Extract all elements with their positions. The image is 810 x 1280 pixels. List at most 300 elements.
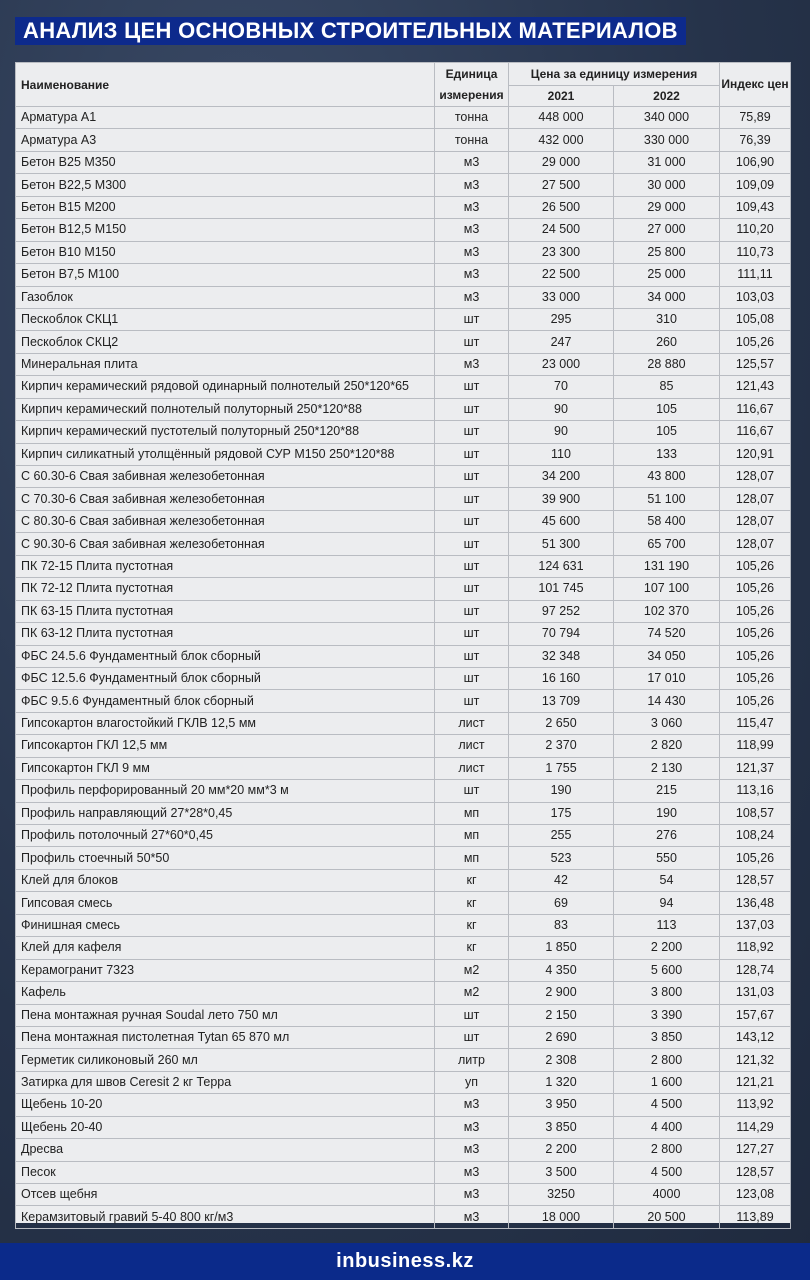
table-row (16, 735, 791, 757)
cell-price-2021: 255 (509, 825, 614, 847)
cell-name: Отсев щебня (16, 1184, 435, 1206)
table-row (16, 129, 791, 151)
cell-price-2021: 51 300 (509, 533, 614, 555)
table-row (16, 398, 791, 420)
cell-unit: шт (435, 667, 509, 689)
table-row (16, 174, 791, 196)
cell-unit: шт (435, 780, 509, 802)
cell-price-2022: 34 050 (614, 645, 720, 667)
cell-price-2022: 4 500 (614, 1161, 720, 1183)
cell-index: 121,37 (720, 757, 791, 779)
cell-price-2022: 43 800 (614, 466, 720, 488)
cell-name: С 60.30-6 Свая забивная железобетонная (16, 466, 435, 488)
header-index: Индекс цен (720, 63, 791, 107)
cell-name: Керамзитовый гравий 5-40 800 кг/м3 (16, 1206, 435, 1228)
cell-price-2022: 85 (614, 376, 720, 398)
cell-index: 143,12 (720, 1026, 791, 1048)
cell-index: 137,03 (720, 914, 791, 936)
cell-name: Бетон B25 M350 (16, 151, 435, 173)
table-row (16, 1094, 791, 1116)
cell-name: Газоблок (16, 286, 435, 308)
cell-name: Пескоблок СКЦ2 (16, 331, 435, 353)
table-row (16, 825, 791, 847)
table-row (16, 1004, 791, 1026)
table-row (16, 107, 791, 129)
cell-name: С 70.30-6 Свая забивная железобетонная (16, 488, 435, 510)
price-table (15, 62, 791, 1229)
table-row (16, 488, 791, 510)
cell-unit: шт (435, 421, 509, 443)
cell-price-2022: 65 700 (614, 533, 720, 555)
header-price: Цена за единицу измерения (509, 63, 720, 86)
cell-price-2021: 2 200 (509, 1139, 614, 1161)
cell-price-2021: 45 600 (509, 510, 614, 532)
cell-index: 113,92 (720, 1094, 791, 1116)
cell-index: 116,67 (720, 421, 791, 443)
cell-unit: шт (435, 623, 509, 645)
cell-price-2022: 94 (614, 892, 720, 914)
table-row (16, 219, 791, 241)
cell-name: Бетон B15 M200 (16, 196, 435, 218)
header-name: Наименование (16, 63, 435, 107)
cell-index: 127,27 (720, 1139, 791, 1161)
cell-price-2022: 550 (614, 847, 720, 869)
cell-price-2021: 247 (509, 331, 614, 353)
cell-price-2022: 276 (614, 825, 720, 847)
cell-index: 105,26 (720, 847, 791, 869)
header-year-2021: 2021 (509, 86, 614, 107)
cell-price-2022: 2 130 (614, 757, 720, 779)
cell-unit: м3 (435, 241, 509, 263)
cell-unit: шт (435, 488, 509, 510)
cell-price-2022: 20 500 (614, 1206, 720, 1228)
table-row (16, 443, 791, 465)
table-row (16, 645, 791, 667)
cell-name: Кафель (16, 982, 435, 1004)
cell-price-2022: 133 (614, 443, 720, 465)
cell-name: Кирпич керамический пустотелый полуторный 250*120*88 (16, 421, 435, 443)
cell-price-2022: 105 (614, 421, 720, 443)
cell-unit: уп (435, 1071, 509, 1093)
table-row (16, 892, 791, 914)
cell-index: 136,48 (720, 892, 791, 914)
cell-name: Затирка для швов Ceresit 2 кг Терра (16, 1071, 435, 1093)
cell-price-2021: 448 000 (509, 107, 614, 129)
cell-name: Керамогранит 7323 (16, 959, 435, 981)
table-row (16, 869, 791, 891)
table-row (16, 1206, 791, 1228)
cell-price-2021: 3250 (509, 1184, 614, 1206)
table-row (16, 533, 791, 555)
cell-index: 105,26 (720, 645, 791, 667)
cell-name: ПК 72-12 Плита пустотная (16, 578, 435, 600)
cell-unit: лист (435, 735, 509, 757)
cell-unit: мп (435, 802, 509, 824)
cell-price-2021: 16 160 (509, 667, 614, 689)
cell-price-2021: 29 000 (509, 151, 614, 173)
footer-bar (0, 1243, 810, 1280)
cell-price-2021: 39 900 (509, 488, 614, 510)
cell-index: 116,67 (720, 398, 791, 420)
cell-price-2022: 190 (614, 802, 720, 824)
cell-price-2021: 27 500 (509, 174, 614, 196)
table-row (16, 757, 791, 779)
cell-unit: шт (435, 645, 509, 667)
cell-name: Гипсокартон влагостойкий ГКЛВ 12,5 мм (16, 712, 435, 734)
cell-name: Щебень 20-40 (16, 1116, 435, 1138)
cell-name: ФБС 12.5.6 Фундаментный блок сборный (16, 667, 435, 689)
cell-index: 114,29 (720, 1116, 791, 1138)
cell-unit: шт (435, 600, 509, 622)
cell-name: Клей для кафеля (16, 937, 435, 959)
cell-index: 128,07 (720, 510, 791, 532)
cell-price-2022: 215 (614, 780, 720, 802)
cell-price-2021: 34 200 (509, 466, 614, 488)
cell-price-2022: 105 (614, 398, 720, 420)
cell-price-2021: 90 (509, 421, 614, 443)
cell-price-2021: 3 950 (509, 1094, 614, 1116)
cell-price-2021: 2 150 (509, 1004, 614, 1026)
cell-price-2021: 70 (509, 376, 614, 398)
cell-price-2022: 25 000 (614, 264, 720, 286)
cell-name: Гипсокартон ГКЛ 9 мм (16, 757, 435, 779)
cell-price-2021: 97 252 (509, 600, 614, 622)
cell-price-2022: 4000 (614, 1184, 720, 1206)
cell-name: ФБС 24.5.6 Фундаментный блок сборный (16, 645, 435, 667)
cell-price-2022: 2 800 (614, 1139, 720, 1161)
cell-unit: лист (435, 757, 509, 779)
table-row (16, 959, 791, 981)
cell-name: Кирпич керамический полнотелый полуторный 250*120*88 (16, 398, 435, 420)
cell-price-2021: 83 (509, 914, 614, 936)
brand-logo[interactable]: inbusiness.kz (336, 1250, 474, 1272)
cell-name: Пена монтажная ручная Soudal лето 750 мл (16, 1004, 435, 1026)
cell-unit: кг (435, 869, 509, 891)
cell-unit: шт (435, 331, 509, 353)
table-row (16, 847, 791, 869)
table-row (16, 196, 791, 218)
cell-price-2021: 2 650 (509, 712, 614, 734)
cell-price-2022: 31 000 (614, 151, 720, 173)
cell-index: 128,07 (720, 533, 791, 555)
cell-name: Бетон B22,5 M300 (16, 174, 435, 196)
cell-price-2022: 3 850 (614, 1026, 720, 1048)
cell-price-2021: 13 709 (509, 690, 614, 712)
cell-index: 120,91 (720, 443, 791, 465)
cell-name: Гипсокартон ГКЛ 12,5 мм (16, 735, 435, 757)
cell-name: Бетон B7,5 M100 (16, 264, 435, 286)
cell-price-2022: 5 600 (614, 959, 720, 981)
cell-unit: м2 (435, 982, 509, 1004)
cell-name: Профиль стоечный 50*50 (16, 847, 435, 869)
cell-name: Гипсовая смесь (16, 892, 435, 914)
cell-price-2022: 1 600 (614, 1071, 720, 1093)
cell-name: Минеральная плита (16, 353, 435, 375)
table-row (16, 510, 791, 532)
table-row (16, 802, 791, 824)
cell-price-2022: 2 820 (614, 735, 720, 757)
cell-index: 128,74 (720, 959, 791, 981)
cell-price-2021: 2 690 (509, 1026, 614, 1048)
table-row (16, 1071, 791, 1093)
cell-price-2022: 58 400 (614, 510, 720, 532)
cell-unit: шт (435, 308, 509, 330)
cell-index: 110,73 (720, 241, 791, 263)
cell-name: Песок (16, 1161, 435, 1183)
cell-name: ПК 63-12 Плита пустотная (16, 623, 435, 645)
cell-unit: шт (435, 1026, 509, 1048)
table-row (16, 690, 791, 712)
table-row (16, 1026, 791, 1048)
cell-index: 121,32 (720, 1049, 791, 1071)
table-row (16, 286, 791, 308)
cell-unit: м3 (435, 286, 509, 308)
table-row (16, 1184, 791, 1206)
cell-name: Клей для блоков (16, 869, 435, 891)
cell-unit: тонна (435, 107, 509, 129)
cell-index: 105,26 (720, 555, 791, 577)
table-row (16, 914, 791, 936)
cell-price-2022: 2 800 (614, 1049, 720, 1071)
cell-price-2022: 51 100 (614, 488, 720, 510)
cell-name: Щебень 10-20 (16, 1094, 435, 1116)
cell-name: Герметик силиконовый 260 мл (16, 1049, 435, 1071)
cell-price-2021: 33 000 (509, 286, 614, 308)
cell-price-2021: 70 794 (509, 623, 614, 645)
table-row (16, 712, 791, 734)
cell-price-2021: 42 (509, 869, 614, 891)
table-row (16, 1049, 791, 1071)
cell-price-2022: 14 430 (614, 690, 720, 712)
cell-price-2022: 113 (614, 914, 720, 936)
cell-price-2021: 101 745 (509, 578, 614, 600)
cell-unit: м3 (435, 1139, 509, 1161)
cell-name: Арматура А3 (16, 129, 435, 151)
cell-price-2021: 1 320 (509, 1071, 614, 1093)
cell-index: 125,57 (720, 353, 791, 375)
cell-price-2021: 26 500 (509, 196, 614, 218)
cell-price-2021: 23 000 (509, 353, 614, 375)
table-row (16, 264, 791, 286)
cell-unit: м3 (435, 196, 509, 218)
cell-price-2021: 3 850 (509, 1116, 614, 1138)
cell-price-2021: 2 308 (509, 1049, 614, 1071)
cell-unit: м3 (435, 1094, 509, 1116)
cell-index: 105,26 (720, 667, 791, 689)
cell-index: 121,43 (720, 376, 791, 398)
cell-price-2022: 4 500 (614, 1094, 720, 1116)
cell-price-2022: 340 000 (614, 107, 720, 129)
cell-price-2022: 30 000 (614, 174, 720, 196)
cell-index: 105,26 (720, 690, 791, 712)
cell-index: 105,26 (720, 623, 791, 645)
price-table-sheet (15, 62, 790, 1223)
cell-name: Кирпич силикатный утолщённый рядовой СУР М150 250*120*88 (16, 443, 435, 465)
cell-name: Бетон B10 M150 (16, 241, 435, 263)
cell-price-2022: 17 010 (614, 667, 720, 689)
cell-price-2022: 25 800 (614, 241, 720, 263)
cell-unit: шт (435, 1004, 509, 1026)
cell-name: Кирпич керамический рядовой одинарный полнотелый 250*120*65 (16, 376, 435, 398)
cell-price-2022: 260 (614, 331, 720, 353)
header-unit: Единица измерения (435, 63, 509, 107)
cell-price-2022: 2 200 (614, 937, 720, 959)
cell-index: 113,16 (720, 780, 791, 802)
cell-index: 75,89 (720, 107, 791, 129)
cell-price-2021: 1 755 (509, 757, 614, 779)
cell-price-2021: 124 631 (509, 555, 614, 577)
table-row (16, 667, 791, 689)
cell-index: 105,26 (720, 331, 791, 353)
cell-price-2021: 295 (509, 308, 614, 330)
cell-unit: шт (435, 578, 509, 600)
cell-price-2022: 3 390 (614, 1004, 720, 1026)
cell-price-2021: 2 900 (509, 982, 614, 1004)
header-year-2022: 2022 (614, 86, 720, 107)
table-row (16, 308, 791, 330)
cell-unit: мп (435, 825, 509, 847)
cell-name: Финишная смесь (16, 914, 435, 936)
cell-price-2022: 27 000 (614, 219, 720, 241)
cell-name: Бетон B12,5 M150 (16, 219, 435, 241)
cell-unit: м3 (435, 1116, 509, 1138)
cell-unit: шт (435, 443, 509, 465)
cell-price-2021: 432 000 (509, 129, 614, 151)
cell-index: 118,92 (720, 937, 791, 959)
cell-price-2022: 4 400 (614, 1116, 720, 1138)
cell-price-2021: 110 (509, 443, 614, 465)
cell-price-2021: 22 500 (509, 264, 614, 286)
cell-price-2022: 330 000 (614, 129, 720, 151)
table-row (16, 780, 791, 802)
cell-index: 128,57 (720, 869, 791, 891)
cell-unit: шт (435, 690, 509, 712)
cell-index: 103,03 (720, 286, 791, 308)
cell-price-2021: 190 (509, 780, 614, 802)
cell-price-2021: 90 (509, 398, 614, 420)
cell-name: Профиль перфорированный 20 мм*20 мм*3 м (16, 780, 435, 802)
cell-unit: м3 (435, 151, 509, 173)
cell-unit: м3 (435, 1161, 509, 1183)
cell-index: 121,21 (720, 1071, 791, 1093)
cell-unit: мп (435, 847, 509, 869)
cell-unit: лист (435, 712, 509, 734)
cell-price-2021: 69 (509, 892, 614, 914)
table-row (16, 600, 791, 622)
table-row (16, 1161, 791, 1183)
cell-price-2022: 34 000 (614, 286, 720, 308)
cell-price-2021: 23 300 (509, 241, 614, 263)
cell-price-2021: 3 500 (509, 1161, 614, 1183)
cell-unit: шт (435, 533, 509, 555)
cell-unit: литр (435, 1049, 509, 1071)
cell-price-2022: 54 (614, 869, 720, 891)
cell-index: 109,43 (720, 196, 791, 218)
cell-index: 105,26 (720, 600, 791, 622)
cell-index: 105,08 (720, 308, 791, 330)
cell-unit: шт (435, 466, 509, 488)
cell-name: Профиль потолочный 27*60*0,45 (16, 825, 435, 847)
cell-unit: м2 (435, 959, 509, 981)
cell-name: С 90.30-6 Свая забивная железобетонная (16, 533, 435, 555)
table-row (16, 937, 791, 959)
table-row (16, 421, 791, 443)
table-row (16, 331, 791, 353)
table-row (16, 241, 791, 263)
cell-unit: шт (435, 398, 509, 420)
cell-price-2021: 2 370 (509, 735, 614, 757)
cell-unit: м3 (435, 264, 509, 286)
cell-index: 106,90 (720, 151, 791, 173)
cell-index: 123,08 (720, 1184, 791, 1206)
cell-index: 76,39 (720, 129, 791, 151)
cell-price-2021: 1 850 (509, 937, 614, 959)
cell-price-2022: 28 880 (614, 353, 720, 375)
cell-price-2022: 102 370 (614, 600, 720, 622)
cell-unit: шт (435, 555, 509, 577)
table-row (16, 1116, 791, 1138)
cell-price-2022: 29 000 (614, 196, 720, 218)
table-row (16, 466, 791, 488)
cell-price-2022: 3 800 (614, 982, 720, 1004)
cell-name: С 80.30-6 Свая забивная железобетонная (16, 510, 435, 532)
cell-name: Профиль направляющий 27*28*0,45 (16, 802, 435, 824)
cell-unit: тонна (435, 129, 509, 151)
cell-unit: м3 (435, 1206, 509, 1228)
cell-index: 110,20 (720, 219, 791, 241)
cell-price-2021: 18 000 (509, 1206, 614, 1228)
cell-index: 128,07 (720, 488, 791, 510)
cell-index: 108,24 (720, 825, 791, 847)
cell-index: 113,89 (720, 1206, 791, 1228)
cell-price-2022: 131 190 (614, 555, 720, 577)
table-row (16, 376, 791, 398)
cell-price-2022: 3 060 (614, 712, 720, 734)
cell-index: 111,11 (720, 264, 791, 286)
cell-price-2021: 24 500 (509, 219, 614, 241)
cell-unit: шт (435, 376, 509, 398)
table-row (16, 151, 791, 173)
table-row (16, 982, 791, 1004)
cell-unit: кг (435, 892, 509, 914)
cell-name: Арматура А1 (16, 107, 435, 129)
table-row (16, 1139, 791, 1161)
cell-unit: м3 (435, 1184, 509, 1206)
table-row (16, 623, 791, 645)
cell-name: ПК 63-15 Плита пустотная (16, 600, 435, 622)
table-row (16, 578, 791, 600)
cell-name: Дресва (16, 1139, 435, 1161)
cell-price-2022: 74 520 (614, 623, 720, 645)
cell-index: 118,99 (720, 735, 791, 757)
table-row (16, 555, 791, 577)
cell-price-2022: 107 100 (614, 578, 720, 600)
cell-index: 115,47 (720, 712, 791, 734)
cell-unit: м3 (435, 174, 509, 196)
cell-price-2021: 32 348 (509, 645, 614, 667)
cell-index: 131,03 (720, 982, 791, 1004)
cell-price-2021: 4 350 (509, 959, 614, 981)
cell-index: 105,26 (720, 578, 791, 600)
cell-name: Пескоблок СКЦ1 (16, 308, 435, 330)
cell-unit: кг (435, 937, 509, 959)
cell-index: 157,67 (720, 1004, 791, 1026)
cell-price-2021: 523 (509, 847, 614, 869)
cell-unit: шт (435, 510, 509, 532)
cell-price-2021: 175 (509, 802, 614, 824)
cell-index: 108,57 (720, 802, 791, 824)
cell-name: ФБС 9.5.6 Фундаментный блок сборный (16, 690, 435, 712)
